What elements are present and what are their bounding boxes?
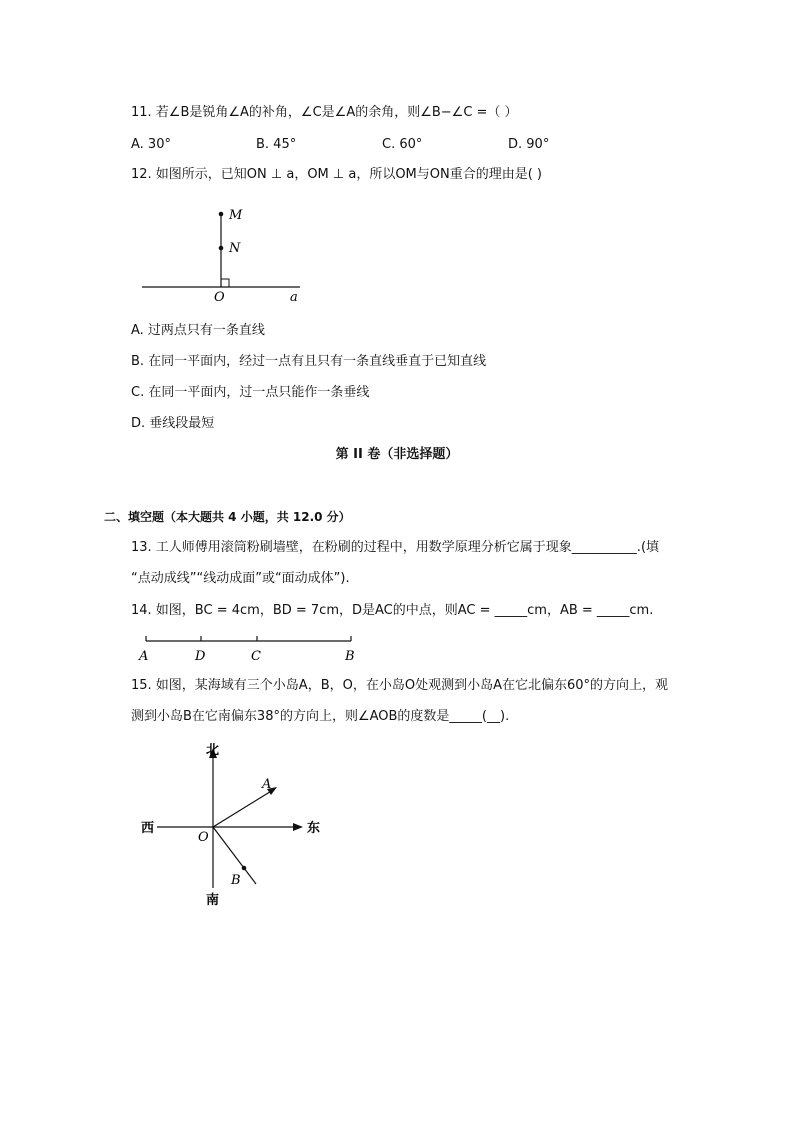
q14-figure: [134, 630, 364, 665]
q11-stem: 11. 若∠B是锐角∠A的补角，∠C是∠A的余角，则∠B−∠C =（ ）: [131, 105, 518, 120]
point-n: [219, 246, 224, 251]
label-a: a: [290, 290, 298, 305]
section2-heading: 二、填空题（本大题共 4 小题，共 12.0 分）: [104, 510, 351, 524]
label-n: N: [229, 241, 241, 256]
label-west: 西: [141, 821, 155, 836]
q11-option-c: C. 60°: [382, 137, 423, 152]
label-d: D: [195, 649, 206, 664]
q15-line2: 测到小岛B在它南偏东38°的方向上，则∠AOB的度数是_____(__).: [131, 709, 510, 724]
label-o: O: [214, 290, 225, 305]
label-c: C: [251, 649, 261, 664]
label-south: 南: [206, 893, 220, 908]
point-m: [219, 212, 224, 217]
label-b: B: [345, 649, 355, 664]
label-m: M: [229, 208, 243, 223]
label-o: O: [198, 830, 209, 845]
east-arrow-icon: [293, 823, 303, 831]
right-angle-mark: [221, 279, 229, 287]
q15-compass-figure: [135, 738, 335, 910]
q14-stem: 14. 如图，BC = 4cm，BD = 7cm，D是AC的中点，则AC = _____cm，AB = _____cm.: [131, 603, 654, 618]
point-b: [242, 866, 247, 871]
q12-option-d: D. 垂线段最短: [131, 416, 215, 431]
q13-line1: 13. 工人师傅用滚筒粉刷墙壁，在粉刷的过程中，用数学原理分析它属于现象__________.(填: [131, 540, 660, 555]
q13-line2: “点动成线”“线动成面”或“面动成体”).: [131, 571, 350, 586]
q12-option-b: B. 在同一平面内，经过一点有且只有一条直线垂直于已知直线: [131, 354, 487, 369]
q12-figure: [130, 200, 320, 310]
label-north: 北: [206, 743, 220, 758]
q12-option-a: A. 过两点只有一条直线: [131, 323, 265, 338]
q15-line1: 15. 如图，某海域有三个小岛A，B，O，在小岛O处观测到小岛A在它北偏东60°的方向上，观: [131, 678, 669, 693]
label-a: A: [139, 649, 149, 664]
q11-option-a: A. 30°: [131, 137, 171, 152]
ray-oa: [213, 790, 273, 827]
label-a: A: [262, 777, 272, 792]
q12-stem: 12. 如图所示，已知ON ⊥ a，OM ⊥ a，所以OM与ON重合的理由是( ): [131, 167, 543, 182]
label-east: 东: [307, 821, 321, 836]
label-b: B: [231, 873, 241, 888]
q11-option-d: D. 90°: [508, 137, 550, 152]
q11-option-b: B. 45°: [256, 137, 297, 152]
part2-title: 第 II 卷（非选择题）: [335, 447, 459, 462]
q12-option-c: C. 在同一平面内，过一点只能作一条垂线: [131, 385, 370, 400]
